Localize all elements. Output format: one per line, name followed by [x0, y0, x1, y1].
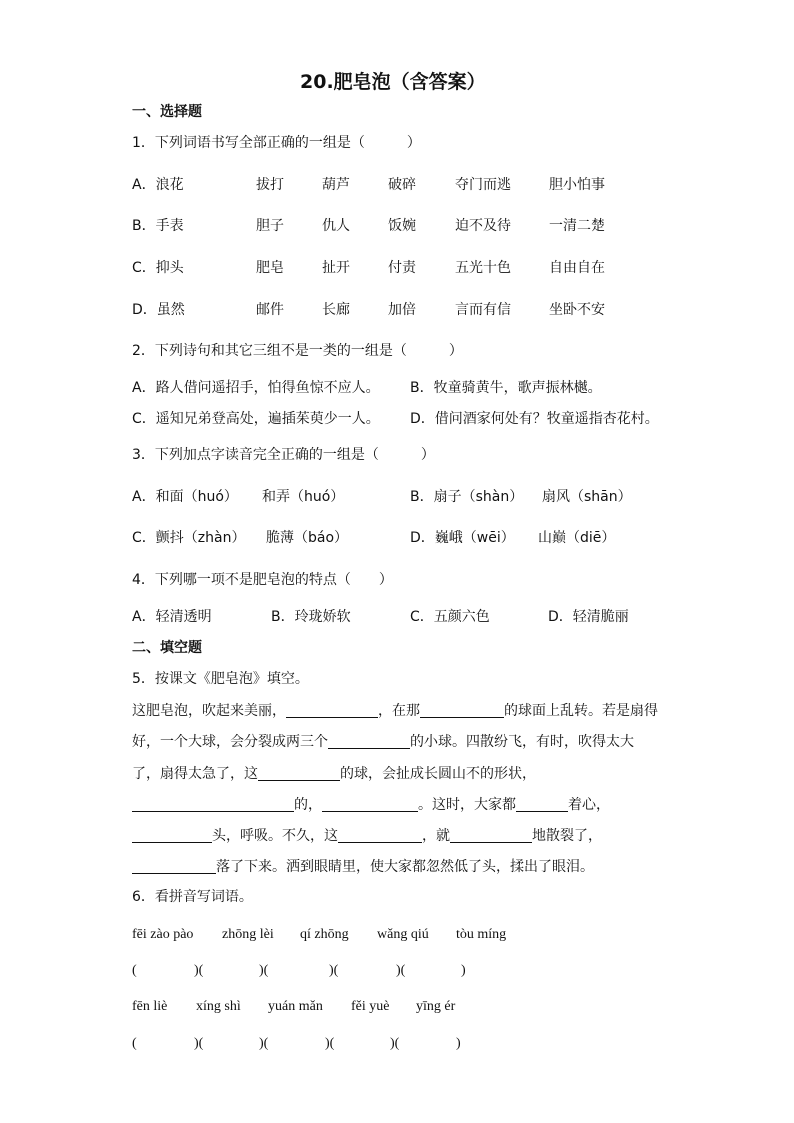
- q1-option-d-word-3: 长廊: [322, 302, 350, 318]
- pinyin-item: fěi yuè: [351, 999, 390, 1014]
- q2-option-a: A．路人借问遥招手，怕得鱼惊不应人。: [132, 380, 380, 396]
- pinyin-item: qí zhōng: [300, 927, 349, 942]
- q5-text: 落了下来。洒到眼睛里，使大家都忽然低了头，揉出了眼泪。: [216, 859, 594, 875]
- fill-blank[interactable]: [258, 766, 340, 781]
- answer-paren: )(: [194, 1036, 204, 1051]
- pinyin-item: tòu míng: [456, 927, 507, 942]
- q1-option-b-word-1: B．手表: [132, 218, 184, 234]
- q1-option-a-word-3: 葫芦: [322, 177, 350, 193]
- pinyin-item: yīng ér: [416, 999, 456, 1014]
- q5-text: 好，一个大球，会分裂成两三个: [132, 734, 328, 750]
- q5-text: 头，呼吸。不久，这: [212, 828, 338, 844]
- fill-blank[interactable]: [420, 703, 504, 718]
- fill-blank[interactable]: [328, 734, 410, 749]
- fill-blank[interactable]: [132, 859, 216, 874]
- q5-text: 的球面上乱转。若是扇得: [504, 703, 658, 719]
- q5-text: ，在那: [378, 703, 420, 719]
- q5-text: ，就: [422, 828, 450, 844]
- q5-text: 地散裂了，: [532, 828, 602, 844]
- section-heading-choice: 一、选择题: [132, 104, 202, 120]
- pinyin-item: fēi zào pào: [132, 927, 194, 942]
- q5-line-5: [132, 828, 602, 843]
- q5-text: 的小球。四散纷飞，有时，吹得太大: [410, 734, 634, 750]
- q1-option-b-word-3: 仇人: [322, 218, 350, 234]
- q1-option-c-word-5: 五光十色: [455, 260, 511, 276]
- question-6-stem: 6．看拼音写词语。: [132, 889, 253, 905]
- answer-paren: (: [132, 1036, 137, 1051]
- q1-option-b-word-6: 一清二楚: [549, 218, 605, 234]
- answer-paren: )(: [329, 963, 339, 978]
- q5-line-2: [132, 734, 634, 749]
- q3-option-a-1: A．和面（huó）: [132, 489, 238, 505]
- fill-blank[interactable]: [132, 828, 212, 843]
- answer-paren: )(: [390, 1036, 400, 1051]
- q4-option-b: B．玲珑娇软: [271, 609, 351, 625]
- answer-paren: )(: [325, 1036, 335, 1051]
- q3-option-b-1: B．扇子（shàn）: [410, 489, 524, 505]
- q5-line-1: [132, 703, 658, 718]
- q1-option-b-word-5: 迫不及待: [455, 218, 511, 234]
- q5-text: 。这时，大家都: [418, 797, 516, 813]
- q5-line-4: [132, 797, 610, 812]
- q5-text: 着心，: [568, 797, 610, 813]
- fill-blank[interactable]: [450, 828, 532, 843]
- q5-line-3: [132, 766, 536, 781]
- answer-paren: )(: [259, 1036, 269, 1051]
- answer-paren: ): [461, 963, 466, 978]
- q1-option-a-word-1: A．浪花: [132, 177, 184, 193]
- q1-option-c-word-1: C．抑头: [132, 260, 184, 276]
- answer-paren: )(: [396, 963, 406, 978]
- q1-option-a-word-6: 胆小怕事: [549, 177, 605, 193]
- q1-option-c-word-2: 肥皂: [256, 260, 284, 276]
- q3-option-d-2: 山巅（diē）: [538, 530, 616, 546]
- q5-line-6: [132, 859, 594, 874]
- q2-option-b: B．牧童骑黄牛，歌声振林樾。: [410, 380, 602, 396]
- q1-option-b-word-4: 饭婉: [388, 218, 416, 234]
- fill-blank[interactable]: [338, 828, 422, 843]
- q1-option-d-word-6: 坐卧不安: [549, 302, 605, 318]
- q2-option-c: C．遥知兄弟登高处，遍插茱萸少一人。: [132, 411, 380, 427]
- pinyin-item: xíng shì: [196, 999, 241, 1014]
- question-4-stem: 4．下列哪一项不是肥皂泡的特点（ ）: [132, 572, 393, 588]
- question-1-stem: 1．下列词语书写全部正确的一组是（ ）: [132, 135, 421, 151]
- answer-paren: (: [132, 963, 137, 978]
- q2-option-d: D．借问酒家何处有？牧童遥指杏花村。: [410, 411, 659, 427]
- question-5-stem: 5．按课文《肥皂泡》填空。: [132, 671, 309, 687]
- question-2-stem: 2．下列诗句和其它三组不是一类的一组是（ ）: [132, 343, 463, 359]
- q1-option-b-word-2: 胆子: [256, 218, 284, 234]
- q1-option-c-word-6: 自由自在: [549, 260, 605, 276]
- q5-text: 了，扇得太急了，这: [132, 766, 258, 782]
- q1-option-a-word-2: 拔打: [256, 177, 284, 193]
- q1-option-c-word-4: 付责: [388, 260, 416, 276]
- q1-option-d-word-2: 邮件: [256, 302, 284, 318]
- fill-blank[interactable]: [286, 703, 378, 718]
- q1-option-d-word-5: 言而有信: [455, 302, 511, 318]
- q1-option-d-word-4: 加倍: [388, 302, 416, 318]
- q3-option-a-2: 和弄（huó）: [262, 489, 345, 505]
- section-heading-fill: 二、填空题: [132, 640, 202, 656]
- q4-option-d: D．轻清脆丽: [548, 609, 629, 625]
- q1-option-c-word-3: 扯开: [322, 260, 350, 276]
- q1-option-a-word-5: 夺门而逃: [455, 177, 511, 193]
- q3-option-d-1: D．巍峨（wēi）: [410, 530, 515, 546]
- q5-text: 的，: [294, 797, 322, 813]
- q4-option-a: A．轻清透明: [132, 609, 212, 625]
- fill-blank[interactable]: [132, 797, 294, 812]
- q4-option-c: C．五颜六色: [410, 609, 490, 625]
- pinyin-item: wǎng qiú: [377, 927, 429, 942]
- q5-text: 这肥皂泡，吹起来美丽，: [132, 703, 286, 719]
- pinyin-item: zhōng lèi: [222, 927, 274, 942]
- q3-option-c-1: C．颤抖（zhàn）: [132, 530, 246, 546]
- pinyin-item: yuán mǎn: [268, 999, 323, 1014]
- answer-paren: )(: [194, 963, 204, 978]
- q1-option-d-word-1: D．虽然: [132, 302, 185, 318]
- answer-paren: )(: [259, 963, 269, 978]
- answer-paren: ): [456, 1036, 461, 1051]
- q3-option-b-2: 扇风（shān）: [542, 489, 632, 505]
- fill-blank[interactable]: [516, 797, 568, 812]
- fill-blank[interactable]: [322, 797, 418, 812]
- pinyin-item: fēn liè: [132, 999, 168, 1014]
- question-3-stem: 3．下列加点字读音完全正确的一组是（ ）: [132, 447, 435, 463]
- q5-text: 的球，会扯成长圆山不的形状，: [340, 766, 536, 782]
- page-title: 20.肥皂泡（含答案）: [300, 71, 486, 93]
- q3-option-c-2: 脆薄（báo）: [266, 530, 349, 546]
- q1-option-a-word-4: 破碎: [388, 177, 416, 193]
